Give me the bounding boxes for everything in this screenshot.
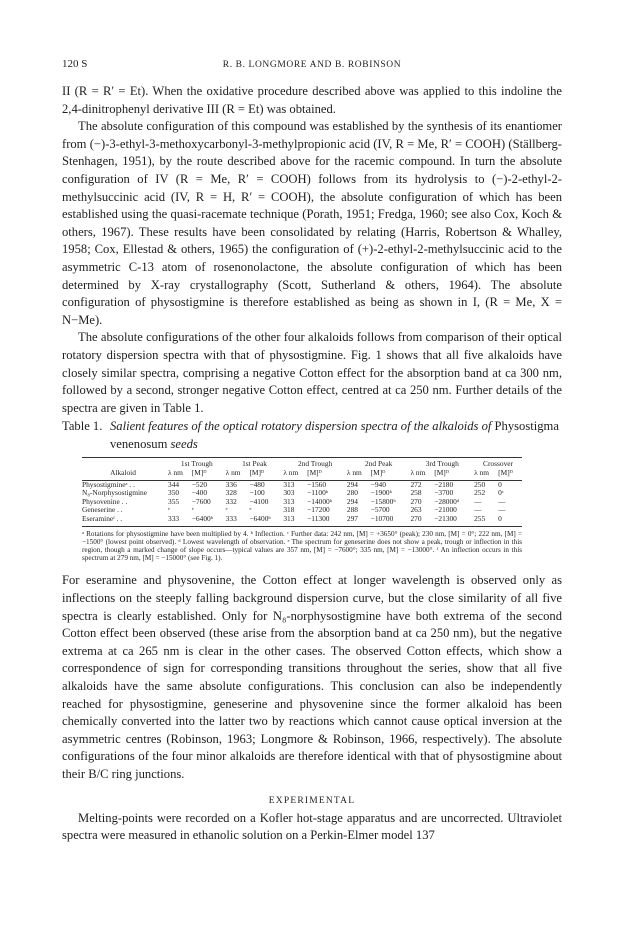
table-cell: 318: [283, 505, 295, 515]
table-cell: 270: [410, 515, 434, 526]
unit-rotation: [M]ᴰ: [249, 469, 283, 480]
unit-rotation: [M]ᴰ: [192, 469, 226, 480]
table-cell: 355: [168, 496, 180, 506]
table-cell: 258: [410, 488, 422, 498]
table-cell: 272: [410, 479, 422, 489]
group-header: 1st Peak: [226, 458, 284, 469]
table-cell: 270: [410, 496, 422, 506]
table-cell: −2180: [434, 479, 454, 489]
caption-part-a: Salient features of the optical rotatory dispersion spectra of the alkaloids of: [110, 419, 495, 434]
group-header: Crossover: [474, 458, 522, 469]
table-cell: —: [474, 496, 482, 506]
table-cell: 333: [226, 515, 250, 526]
table-cell: 280: [346, 488, 358, 498]
unit-rotation: [M]ᴰ: [371, 469, 411, 480]
table-cell: ᵉ: [249, 505, 252, 515]
alkaloid-name-cell: Eseramineᶠ . .: [82, 515, 168, 526]
table-cell: —: [498, 505, 506, 515]
table-cell: 333: [168, 515, 192, 526]
table-caption-text: [110, 418, 562, 453]
alkaloid-name-cell: Physovenine . .: [82, 496, 128, 506]
table-cell: −21300: [434, 515, 474, 526]
table-cell: 303: [283, 488, 295, 498]
table-cell: −21000: [434, 505, 457, 515]
table-cell: −520: [191, 479, 208, 489]
table-cell: ᵉ: [168, 505, 170, 515]
table-group-header-row: [82, 458, 522, 469]
table-cell: −28000ᵈ: [434, 496, 460, 506]
unit-lambda: λ nm: [347, 469, 371, 480]
group-header: 2nd Peak: [347, 458, 411, 469]
group-header: 2nd Trough: [283, 458, 347, 469]
table-label: Table 1.: [62, 419, 103, 434]
caption-species: Physostigma venenosum: [110, 419, 559, 451]
table-cell: 350: [168, 488, 180, 498]
table-cell: −4100: [249, 496, 269, 506]
unit-lambda: λ nm: [283, 469, 307, 480]
unit-lambda: λ nm: [474, 469, 498, 480]
table-cell: 0: [498, 479, 502, 489]
table-cell: 313: [283, 496, 295, 506]
table-cell: 328: [225, 488, 237, 498]
unit-lambda: λ nm: [226, 469, 250, 480]
table-cell: —: [498, 496, 506, 506]
table-cell: −1560: [307, 479, 327, 489]
group-header: 3rd Trough: [410, 458, 474, 469]
table-cell: 332: [225, 496, 237, 506]
table-cell: −6400ᵇ: [192, 515, 226, 526]
table-cell: ᵉ: [225, 505, 228, 515]
table-cell: −5700: [370, 505, 390, 515]
table-cell: −10700: [371, 515, 411, 526]
paragraph-2: The absolute configuration of this compound was established by the synthesis of its enantiomer from (−)-3-ethyl-3-methoxycarbonyl-3-methylpropionic acid (IV, R = Me, R′ = COOH) (Ställberg-Stenhagen, 1951), by the route described above for the racemic compound. In turn the absolute configuration of IV (R = Me, R′ = COOH) follows from its hydrolysis to (−)-2-ethyl-2-methylsuccinic acid (IV, R = H, R′ = COOH), the absolute configuration of which has been established using the quasi-racemate technique (Porath, 1951; Fredga, 1960; see also Cox, Koch & others, 1967). These results have been consolidated by relating (Harris, Robertson & Whalley, 1958; Cox, Ellestad & others, 1965) the configuration of (+)-2-ethyl-2-methylsuccinic acid to the asymmetric C-13 atom of rosenonolactone, the absolute configuration of which has been determined by X-ray crystallography (Scott, Sutherland & others, 1964). The absolute configuration of physostigmine is therefore established as being as shown in I, (R = Me, X = N−Me).: [62, 119, 562, 327]
unit-lambda: λ nm: [410, 469, 434, 480]
section-heading-experimental: EXPERIMENTAL: [268, 795, 356, 806]
group-header: 1st Trough: [168, 458, 226, 469]
table-cell: −14000ᵇ: [307, 496, 333, 506]
table-cell: ᵉ: [191, 505, 194, 515]
alkaloid-column-header: Alkaloid: [82, 469, 168, 480]
table-row: [82, 480, 522, 489]
table-cell: −6400ᵇ: [249, 515, 283, 526]
table-cell: −400: [191, 488, 208, 498]
ord-table-wrapper: [82, 457, 522, 562]
table-cell: −3700: [434, 488, 454, 498]
alkaloid-name-cell: Geneserine . .: [82, 505, 123, 515]
table-cell: 252: [474, 488, 486, 498]
table-cell: 288: [346, 505, 358, 515]
table-cell: −7600: [191, 496, 211, 506]
table-body: [82, 480, 522, 526]
table-unit-header-row: [82, 469, 522, 480]
table-cell: 255: [474, 515, 498, 526]
table-cell: 336: [225, 479, 237, 489]
table-cell: 250: [474, 479, 486, 489]
alkaloid-name-cell: Physostigmineᵃ . .: [82, 479, 135, 489]
ord-table: [82, 457, 522, 526]
table-cell: 313: [283, 479, 295, 489]
table-cell: 297: [347, 515, 371, 526]
caption-part-c: seeds: [167, 436, 198, 451]
unit-lambda: λ nm: [168, 469, 192, 480]
table-cell: −17200: [307, 505, 330, 515]
table-cell: −480: [249, 479, 265, 489]
paragraph-1: II (R = R′ = Et). When the oxidative procedure described above was applied to this indoline the 2,4-dinitrophenyl derivative III (R = Et) was obtained.: [62, 84, 562, 116]
table-cell: −11300: [307, 515, 347, 526]
table-cell: −1900ᵇ: [370, 488, 392, 498]
table-cell: 344: [168, 479, 180, 489]
table-cell: −1100ᵇ: [307, 488, 329, 498]
table-cell: —: [474, 505, 482, 515]
paragraph-5: Melting-points were recorded on a Kofler hot-stage apparatus and are uncorrected. Ultraviolet spectra were measured in ethanolic solution on a Perkin-Elmer model 137: [62, 810, 562, 843]
table-cell: 263: [410, 505, 422, 515]
table-caption: [62, 418, 562, 453]
table-cell: −100: [249, 488, 265, 498]
table-cell: 0ᶜ: [498, 488, 504, 498]
table-cell: 0: [498, 515, 522, 526]
table-cell: 313: [283, 515, 307, 526]
running-header: [62, 58, 562, 74]
alkaloid-name-cell: N₈-Norphysostigmine: [82, 488, 147, 498]
paragraph-4: For eseramine and physovenine, the Cotton effect at longer wavelength is observed only as inflections on the steeply falling background dispersion curve, but the close similarity of all five spectra is clearly established. Only for N₈-norphysostigmine have both extrema of the second Cotton effect been observed (these arise from the absorption band at ca 250 nm), but the negative extrema at ca 265 nm is clear in the other cases. The observed Cotton effects, which show a correspondence of sign for corresponding transitions throughout the series, show that all five alkaloids have the same absolute configurations. This conclusion can also be independently reached for physostigmine, geneserine and physovenine since the former alkaloid has been chemically converted into the latter two by reactions which cannot cause optical inversion at the asymmetric centres (Robinson, 1963; Longmore & Robinson, 1966, respectively). The absolute configurations of the four minor alkaloids are therefore identical with that of physostigmine about their B/C ring junctions.: [62, 573, 562, 781]
paper-page: [62, 58, 562, 845]
table-cell: −15800ᵇ: [370, 496, 396, 506]
table-cell: 294: [346, 496, 358, 506]
table-cell: 294: [346, 479, 358, 489]
table-cell: −940: [370, 479, 386, 489]
table-footnotes: ᵃ Rotations for physostigmine have been multiplied by 4. ᵇ Inflection. ᶜ Further data: 242 nm, [M] = +3650° (peak); 230 nm, [M] = 0°; 222 nm, [M] = −1500° (lowest point observed). ᵈ Lowest wavelength of observation. ᵉ The spectrum for geneserine does not show a peak, trough or inflection in this region, though a marked change of slope occurs—typical values are 357 nm, [M] = −7600°; 335 nm, [M] = −13000°. ᶠ An inflection occurs in this spectrum at 279 nm, [M] = −15000° (see Fig. 1).: [82, 529, 522, 563]
unit-rotation: [M]ᴰ: [434, 469, 474, 480]
unit-rotation: [M]ᴰ: [498, 469, 522, 480]
table-row: [82, 515, 522, 526]
paragraph-3: The absolute configurations of the other four alkaloids follows from comparison of their optical rotatory dispersion spectra with that of physostigmine. Fig. 1 shows that all five alkaloids have closely similar spectra, comprising a negative Cotton effect for the absorption band at ca 300 nm, followed by a second, stronger negative Cotton effect, centred at ca 250 nm. Further details of the spectra are given in Table 1.: [62, 330, 562, 415]
running-title: R. B. LONGMORE AND B. ROBINSON: [222, 60, 402, 70]
unit-rotation: [M]ᴰ: [307, 469, 347, 480]
page-number: 120 S: [62, 58, 88, 70]
